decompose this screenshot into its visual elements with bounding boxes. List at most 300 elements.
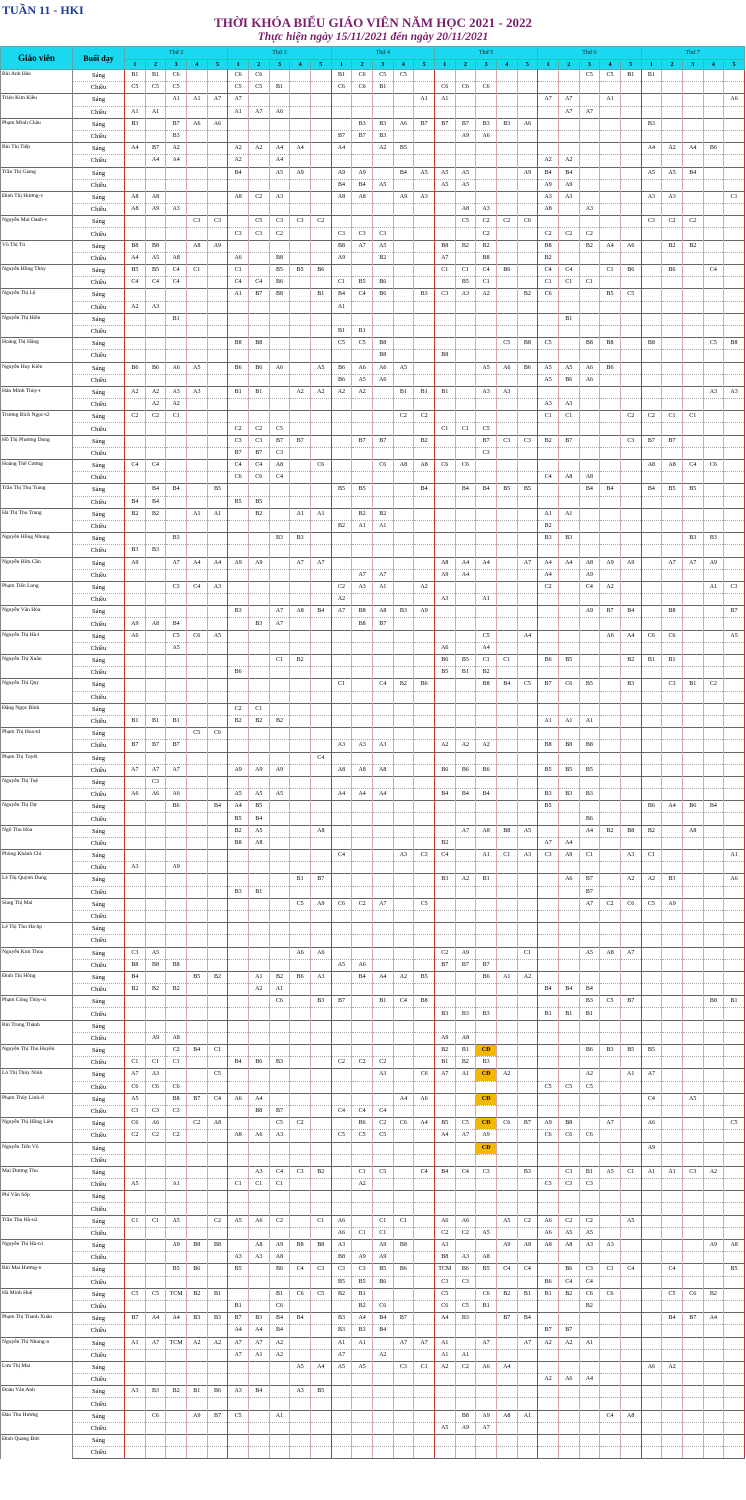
- class-cell: B2: [538, 252, 559, 264]
- class-cell: [166, 1008, 187, 1020]
- class-cell: [517, 1069, 538, 1081]
- class-cell: [331, 630, 352, 642]
- class-cell: [724, 1325, 745, 1337]
- class-cell: [579, 655, 600, 667]
- class-cell: [620, 667, 641, 679]
- class-cell: [269, 374, 290, 386]
- class-cell: B6: [579, 1045, 600, 1057]
- class-cell: B3: [476, 1057, 497, 1069]
- class-cell: [517, 277, 538, 289]
- class-cell: [248, 1118, 269, 1130]
- class-cell: A5: [145, 947, 166, 959]
- class-cell: [641, 82, 662, 94]
- class-cell: [517, 752, 538, 764]
- class-cell: [682, 447, 703, 459]
- class-cell: A9: [517, 167, 538, 179]
- schedule-row: [1, 533, 745, 545]
- class-cell: [331, 874, 352, 886]
- class-cell: [641, 1374, 662, 1386]
- class-cell: [145, 1203, 166, 1215]
- class-cell: [310, 325, 331, 337]
- class-cell: A3: [620, 850, 641, 862]
- class-cell: [166, 813, 187, 825]
- class-cell: [372, 1337, 393, 1349]
- class-cell: [310, 1008, 331, 1020]
- class-cell: [352, 423, 373, 435]
- class-cell: [538, 825, 559, 837]
- class-cell: [455, 301, 476, 313]
- class-cell: [166, 1227, 187, 1239]
- class-cell: [352, 1386, 373, 1398]
- class-cell: [579, 118, 600, 130]
- class-cell: [682, 935, 703, 947]
- class-cell: [682, 252, 703, 264]
- class-cell: A4: [434, 1130, 455, 1142]
- class-cell: [641, 1191, 662, 1203]
- class-cell: [455, 374, 476, 386]
- class-cell: [579, 313, 600, 325]
- class-cell: [145, 886, 166, 898]
- class-cell: [290, 1142, 311, 1154]
- class-cell: [641, 1057, 662, 1069]
- class-cell: [414, 728, 435, 740]
- class-cell: [600, 1313, 621, 1325]
- schedule-row: [1, 484, 745, 496]
- class-cell: [372, 1435, 393, 1447]
- class-cell: C2: [558, 228, 579, 240]
- class-cell: [125, 837, 146, 849]
- teacher-name: Trần Thị Thu Trang: [1, 484, 73, 508]
- class-cell: C2: [166, 1130, 187, 1142]
- class-cell: [166, 1252, 187, 1264]
- class-cell: [166, 240, 187, 252]
- class-cell: [538, 776, 559, 788]
- class-cell: [434, 301, 455, 313]
- class-cell: [125, 874, 146, 886]
- class-cell: A5: [228, 789, 249, 801]
- class-cell: [310, 984, 331, 996]
- class-cell: B1: [145, 715, 166, 727]
- class-cell: A2: [207, 1337, 228, 1349]
- class-cell: A5: [269, 167, 290, 179]
- class-cell: [476, 1191, 497, 1203]
- class-cell: [455, 1447, 476, 1459]
- class-cell: B3: [352, 118, 373, 130]
- session-label: Sáng: [73, 167, 125, 179]
- class-cell: [331, 1008, 352, 1020]
- class-cell: A5: [455, 179, 476, 191]
- class-cell: C4: [476, 265, 497, 277]
- class-cell: [476, 374, 497, 386]
- class-cell: [517, 1447, 538, 1459]
- class-cell: [414, 910, 435, 922]
- class-cell: [476, 545, 497, 557]
- class-cell: [517, 1361, 538, 1373]
- class-cell: [496, 1349, 517, 1361]
- class-cell: [186, 862, 207, 874]
- session-label: Sáng: [73, 289, 125, 301]
- class-cell: A9: [352, 167, 373, 179]
- class-cell: A5: [145, 252, 166, 264]
- class-cell: A8: [620, 1410, 641, 1422]
- class-cell: [290, 204, 311, 216]
- class-cell: B4: [125, 496, 146, 508]
- class-cell: A4: [393, 1093, 414, 1105]
- class-cell: [620, 1191, 641, 1203]
- class-cell: [558, 496, 579, 508]
- class-cell: [186, 496, 207, 508]
- class-cell: A9: [393, 191, 414, 203]
- class-cell: C2: [207, 1215, 228, 1227]
- class-cell: [579, 301, 600, 313]
- class-cell: [290, 252, 311, 264]
- class-cell: [331, 886, 352, 898]
- class-cell: B8: [352, 618, 373, 630]
- class-cell: [393, 862, 414, 874]
- class-cell: [434, 1435, 455, 1447]
- class-cell: C2: [310, 216, 331, 228]
- teacher-name: Hà Thị Thu Trang: [1, 508, 73, 532]
- class-cell: [496, 703, 517, 715]
- class-cell: [724, 1191, 745, 1203]
- class-cell: [496, 106, 517, 118]
- class-cell: [641, 155, 662, 167]
- class-cell: [558, 447, 579, 459]
- class-cell: [145, 1361, 166, 1373]
- class-cell: [600, 837, 621, 849]
- class-cell: A8: [166, 252, 187, 264]
- class-cell: [682, 569, 703, 581]
- class-cell: [455, 923, 476, 935]
- session-label: Sáng: [73, 533, 125, 545]
- class-cell: [145, 1142, 166, 1154]
- class-cell: [662, 850, 683, 862]
- class-cell: C4: [393, 996, 414, 1008]
- class-cell: [372, 910, 393, 922]
- class-cell: [703, 569, 724, 581]
- class-cell: [538, 874, 559, 886]
- class-cell: A5: [434, 167, 455, 179]
- class-cell: [310, 118, 331, 130]
- day-header: Thứ 6: [538, 47, 641, 60]
- class-cell: [662, 350, 683, 362]
- class-cell: [414, 1032, 435, 1044]
- class-cell: [125, 1422, 146, 1434]
- class-cell: C6: [186, 630, 207, 642]
- class-cell: [145, 594, 166, 606]
- class-cell: [682, 472, 703, 484]
- class-cell: A8: [579, 557, 600, 569]
- class-cell: [703, 447, 724, 459]
- class-cell: [476, 728, 497, 740]
- session-label: Sáng: [73, 460, 125, 472]
- class-cell: [662, 825, 683, 837]
- class-cell: [600, 1386, 621, 1398]
- class-cell: C3: [496, 435, 517, 447]
- class-cell: C6: [414, 1069, 435, 1081]
- class-cell: [558, 204, 579, 216]
- class-cell: CĐ: [476, 1045, 497, 1057]
- class-cell: C4: [352, 289, 373, 301]
- class-cell: [145, 228, 166, 240]
- class-cell: [517, 728, 538, 740]
- class-cell: [724, 216, 745, 228]
- schedule-row: [1, 411, 745, 423]
- class-cell: [269, 240, 290, 252]
- class-cell: [207, 1374, 228, 1386]
- class-cell: A2: [166, 399, 187, 411]
- class-cell: A4: [125, 143, 146, 155]
- class-cell: [248, 1032, 269, 1044]
- class-cell: [579, 971, 600, 983]
- schedule-row: [1, 1300, 745, 1312]
- class-cell: [228, 1374, 249, 1386]
- class-cell: [662, 1252, 683, 1264]
- teacher-name: Phùng Khánh Chi: [1, 850, 73, 874]
- class-cell: C6: [125, 1081, 146, 1093]
- class-cell: B4: [538, 167, 559, 179]
- class-cell: C5: [641, 898, 662, 910]
- class-cell: B7: [248, 447, 269, 459]
- class-cell: [703, 191, 724, 203]
- class-cell: [538, 460, 559, 472]
- class-cell: [600, 1008, 621, 1020]
- class-cell: A2: [476, 740, 497, 752]
- class-cell: [682, 740, 703, 752]
- class-cell: B4: [434, 789, 455, 801]
- class-cell: B8: [724, 338, 745, 350]
- class-cell: [145, 289, 166, 301]
- class-cell: [290, 191, 311, 203]
- class-cell: B4: [145, 496, 166, 508]
- class-cell: A6: [352, 362, 373, 374]
- class-cell: [662, 1020, 683, 1032]
- class-cell: [538, 642, 559, 654]
- class-cell: A5: [600, 1166, 621, 1178]
- class-cell: [641, 1020, 662, 1032]
- class-cell: [248, 265, 269, 277]
- class-cell: [166, 106, 187, 118]
- class-cell: [455, 70, 476, 82]
- class-cell: A1: [269, 1410, 290, 1422]
- class-cell: [228, 1227, 249, 1239]
- session-label: Chiều: [73, 935, 125, 947]
- class-cell: [145, 581, 166, 593]
- class-cell: [703, 301, 724, 313]
- class-cell: [662, 1447, 683, 1459]
- class-cell: [125, 1435, 146, 1447]
- class-cell: [600, 1032, 621, 1044]
- session-label: Sáng: [73, 1313, 125, 1325]
- class-cell: B4: [496, 679, 517, 691]
- class-cell: [579, 1422, 600, 1434]
- class-cell: [310, 1337, 331, 1349]
- class-cell: [207, 813, 228, 825]
- class-cell: [476, 399, 497, 411]
- class-cell: A3: [414, 191, 435, 203]
- class-cell: [228, 118, 249, 130]
- class-cell: [414, 825, 435, 837]
- class-cell: [703, 216, 724, 228]
- class-cell: [207, 850, 228, 862]
- class-cell: A1: [476, 850, 497, 862]
- class-cell: C6: [538, 1130, 559, 1142]
- class-cell: [724, 837, 745, 849]
- class-cell: [414, 667, 435, 679]
- class-cell: [290, 752, 311, 764]
- class-cell: [455, 996, 476, 1008]
- class-cell: [269, 630, 290, 642]
- teacher-name: Đoàn Văn Anh: [1, 1386, 73, 1410]
- class-cell: [248, 898, 269, 910]
- class-cell: [662, 204, 683, 216]
- class-cell: B2: [166, 984, 187, 996]
- class-cell: A2: [228, 143, 249, 155]
- teacher-name: Phạm Minh Châu: [1, 118, 73, 142]
- schedule-row: [1, 581, 745, 593]
- class-cell: [682, 1447, 703, 1459]
- class-cell: [393, 1349, 414, 1361]
- class-cell: [125, 325, 146, 337]
- class-cell: [579, 386, 600, 398]
- class-cell: [558, 1252, 579, 1264]
- class-cell: [558, 240, 579, 252]
- class-cell: [703, 411, 724, 423]
- class-cell: [393, 228, 414, 240]
- class-cell: [538, 325, 559, 337]
- class-cell: [682, 520, 703, 532]
- class-cell: [682, 850, 703, 862]
- class-cell: C3: [558, 1166, 579, 1178]
- class-cell: A6: [641, 1361, 662, 1373]
- class-cell: [703, 1374, 724, 1386]
- class-cell: [703, 703, 724, 715]
- period-header: 5: [310, 60, 331, 70]
- class-cell: B1: [476, 1300, 497, 1312]
- class-cell: [641, 1337, 662, 1349]
- class-cell: [682, 996, 703, 1008]
- class-cell: [476, 1276, 497, 1288]
- class-cell: [228, 533, 249, 545]
- class-cell: [269, 703, 290, 715]
- class-cell: [310, 155, 331, 167]
- class-cell: [455, 106, 476, 118]
- class-cell: A1: [166, 94, 187, 106]
- class-cell: [455, 1374, 476, 1386]
- class-cell: [228, 1154, 249, 1166]
- class-cell: [641, 606, 662, 618]
- class-cell: C3: [207, 216, 228, 228]
- class-cell: [662, 984, 683, 996]
- class-cell: [186, 1227, 207, 1239]
- class-cell: [269, 1386, 290, 1398]
- class-cell: [228, 484, 249, 496]
- class-cell: [496, 1252, 517, 1264]
- class-cell: [166, 216, 187, 228]
- class-cell: C6: [166, 70, 187, 82]
- class-cell: [538, 910, 559, 922]
- class-cell: B5: [248, 801, 269, 813]
- class-cell: [641, 374, 662, 386]
- class-cell: [558, 1057, 579, 1069]
- class-cell: B4: [166, 618, 187, 630]
- class-cell: [662, 386, 683, 398]
- class-cell: B2: [166, 1386, 187, 1398]
- class-cell: [620, 1057, 641, 1069]
- class-cell: [662, 496, 683, 508]
- class-cell: [290, 850, 311, 862]
- session-label: Sáng: [73, 1045, 125, 1057]
- class-cell: C6: [310, 460, 331, 472]
- class-cell: [393, 216, 414, 228]
- class-cell: [600, 399, 621, 411]
- class-cell: [186, 655, 207, 667]
- class-cell: [310, 1057, 331, 1069]
- class-cell: [145, 1093, 166, 1105]
- class-cell: [352, 557, 373, 569]
- class-cell: [662, 70, 683, 82]
- class-cell: B7: [517, 1118, 538, 1130]
- class-cell: [558, 423, 579, 435]
- class-cell: [290, 1337, 311, 1349]
- class-cell: [620, 362, 641, 374]
- class-cell: [269, 545, 290, 557]
- class-cell: [310, 1252, 331, 1264]
- class-cell: [682, 1300, 703, 1312]
- class-cell: [662, 106, 683, 118]
- class-cell: B8: [620, 825, 641, 837]
- class-cell: [331, 557, 352, 569]
- class-cell: [476, 996, 497, 1008]
- class-cell: B1: [434, 1057, 455, 1069]
- class-cell: [393, 569, 414, 581]
- class-cell: [538, 1142, 559, 1154]
- class-cell: [496, 923, 517, 935]
- class-cell: [496, 1179, 517, 1191]
- class-cell: [682, 435, 703, 447]
- class-cell: [414, 923, 435, 935]
- class-cell: [331, 1166, 352, 1178]
- session-label: Sáng: [73, 1337, 125, 1349]
- class-cell: [372, 1374, 393, 1386]
- class-cell: [228, 1203, 249, 1215]
- class-cell: C6: [248, 472, 269, 484]
- class-cell: [724, 228, 745, 240]
- class-cell: [703, 789, 724, 801]
- class-cell: A4: [125, 252, 146, 264]
- class-cell: A5: [434, 179, 455, 191]
- class-cell: A1: [207, 508, 228, 520]
- class-cell: [414, 472, 435, 484]
- class-cell: A7: [248, 106, 269, 118]
- class-cell: [620, 386, 641, 398]
- class-cell: B1: [620, 70, 641, 82]
- class-cell: [641, 569, 662, 581]
- class-cell: [641, 862, 662, 874]
- class-cell: [641, 472, 662, 484]
- class-cell: [393, 1008, 414, 1020]
- class-cell: [125, 350, 146, 362]
- class-cell: CĐ: [476, 1093, 497, 1105]
- class-cell: [703, 167, 724, 179]
- class-cell: [496, 1154, 517, 1166]
- class-cell: [145, 1447, 166, 1459]
- class-cell: [641, 728, 662, 740]
- class-cell: B6: [476, 971, 497, 983]
- class-cell: C2: [125, 411, 146, 423]
- class-cell: B7: [290, 435, 311, 447]
- class-cell: [145, 971, 166, 983]
